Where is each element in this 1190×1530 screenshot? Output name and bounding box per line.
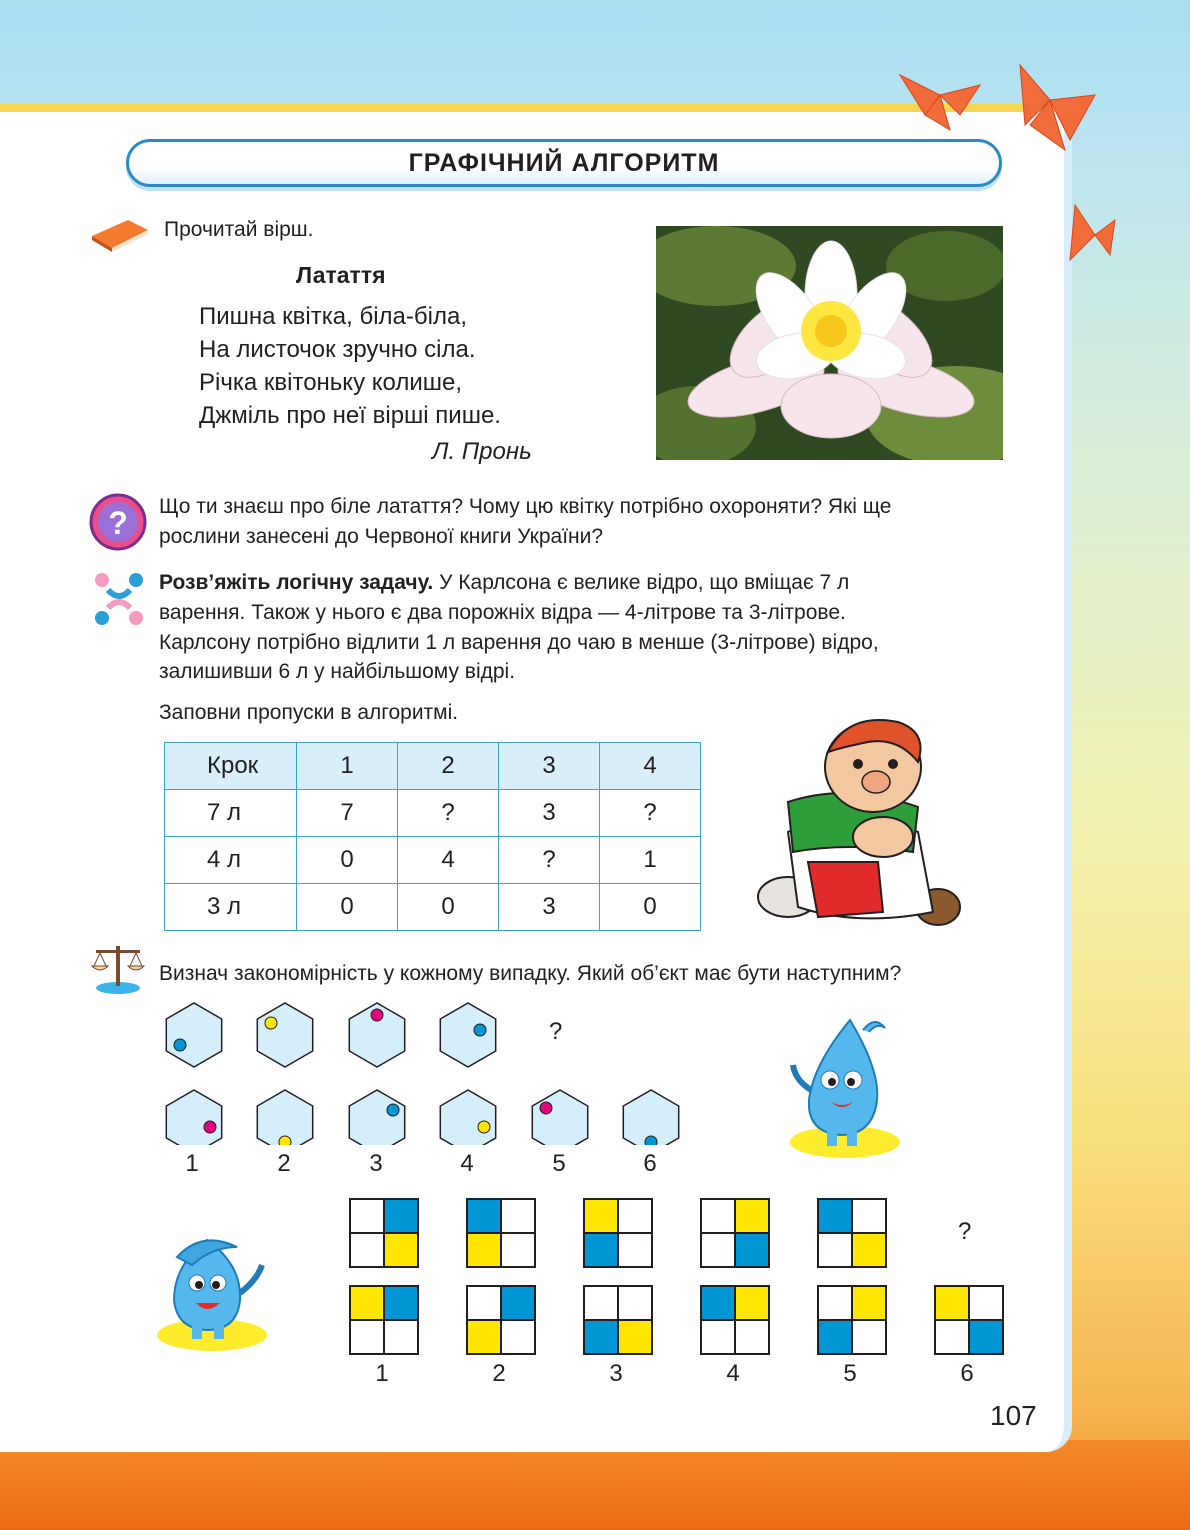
table-cell: 4 л bbox=[165, 837, 297, 884]
table-cell: 0 bbox=[297, 884, 398, 931]
square-grid bbox=[934, 1285, 1004, 1355]
question-icon bbox=[88, 492, 148, 552]
grid-cell bbox=[852, 1233, 886, 1267]
algorithm-table bbox=[164, 742, 701, 931]
water-lily-photo bbox=[656, 226, 1003, 460]
task-line-2: варення. Також у нього є два порожніх відра — 4-літрове та 3-літрове. bbox=[159, 601, 846, 624]
hexagon-dot bbox=[540, 1102, 552, 1114]
grid-cell bbox=[467, 1199, 501, 1233]
hexagon-shape bbox=[532, 1090, 587, 1145]
squares-option-number: 4 bbox=[726, 1360, 740, 1387]
grid-cell bbox=[935, 1320, 969, 1354]
table-cell: ? bbox=[398, 790, 499, 837]
square-grid bbox=[466, 1285, 536, 1355]
table-cell: 3 bbox=[499, 790, 600, 837]
grid-cell bbox=[969, 1286, 1003, 1320]
table-cell: 7 л bbox=[165, 790, 297, 837]
hexagon-shape bbox=[166, 1003, 221, 1067]
square-grid bbox=[349, 1198, 419, 1268]
water-drop-mascot-waving bbox=[785, 1010, 910, 1160]
book-icon bbox=[88, 214, 152, 254]
square-grid bbox=[817, 1285, 887, 1355]
grid-cell bbox=[584, 1199, 618, 1233]
grid-cell bbox=[350, 1286, 384, 1320]
hexagon-dot bbox=[279, 1136, 291, 1145]
grid-cell bbox=[852, 1199, 886, 1233]
square-grid bbox=[700, 1198, 770, 1268]
hexagon-dot bbox=[387, 1104, 399, 1116]
question-line-2: рослини занесені до Червоної книги України? bbox=[159, 525, 604, 548]
hexagon-option-number: 1 bbox=[185, 1150, 199, 1177]
grid-cell bbox=[735, 1199, 769, 1233]
grid-cell bbox=[818, 1320, 852, 1354]
hexagon-dot bbox=[174, 1039, 186, 1051]
hexagon-option-number: 2 bbox=[277, 1150, 291, 1177]
grid-cell bbox=[852, 1320, 886, 1354]
table-row bbox=[165, 884, 701, 931]
hexagon-option-number: 5 bbox=[552, 1150, 566, 1177]
table-cell: 7 bbox=[297, 790, 398, 837]
poem-line-4: Джміль про неї вірші пише. bbox=[199, 402, 501, 429]
hexagon-dot bbox=[204, 1121, 216, 1133]
hexagon-option-number: 4 bbox=[460, 1150, 474, 1177]
fill-instruction: Заповни пропуски в алгоритмі. bbox=[159, 701, 459, 724]
hexagon-dot bbox=[265, 1017, 277, 1029]
table-cell: 3 bbox=[499, 884, 600, 931]
grid-cell bbox=[701, 1199, 735, 1233]
grid-cell bbox=[701, 1286, 735, 1320]
square-grid bbox=[349, 1285, 419, 1355]
poem-line-3: Річка квітоньку колише, bbox=[199, 369, 463, 396]
page-title: ГРАФІЧНИЙ АЛГОРИТМ bbox=[126, 139, 1002, 187]
reading-instruction: Прочитай вірш. bbox=[164, 218, 314, 241]
grid-cell bbox=[467, 1286, 501, 1320]
hexagon-pattern bbox=[150, 995, 710, 1145]
grid-cell bbox=[501, 1233, 535, 1267]
poem-title: Латаття bbox=[296, 262, 386, 288]
square-grid bbox=[583, 1198, 653, 1268]
grid-cell bbox=[735, 1286, 769, 1320]
task-bold-label: Розв’яжіть логічну задачу. bbox=[159, 571, 434, 594]
table-cell: 0 bbox=[600, 884, 701, 931]
hexagon-shape bbox=[440, 1090, 495, 1145]
table-cell: 0 bbox=[297, 837, 398, 884]
question-line-1: Що ти знаєш про біле латаття? Чому цю квітку потрібно охороняти? Які ще bbox=[159, 495, 892, 518]
hexagon-shape bbox=[349, 1090, 404, 1145]
grid-cell bbox=[384, 1286, 418, 1320]
hexagon-dot bbox=[371, 1009, 383, 1021]
grid-cell bbox=[735, 1320, 769, 1354]
grid-cell bbox=[852, 1286, 886, 1320]
grid-cell bbox=[735, 1233, 769, 1267]
table-cell: 3 bbox=[499, 743, 600, 790]
grid-cell bbox=[618, 1233, 652, 1267]
hexagon-dot bbox=[645, 1136, 657, 1145]
square-grid bbox=[466, 1198, 536, 1268]
table-cell: Крок bbox=[165, 743, 297, 790]
table-cell: 4 bbox=[398, 837, 499, 884]
task-line-1-rest: У Карлсона є велике відро, що вміщає 7 л bbox=[433, 571, 850, 594]
task-line-1 bbox=[159, 567, 849, 598]
grid-cell bbox=[584, 1233, 618, 1267]
task-line-3: Карлсону потрібно відлити 1 л варення до чаю в менше (3-літрове) відро, bbox=[159, 631, 879, 654]
pattern-instruction: Визнач закономірність у кожному випадку. Який об’єкт має бути наступним? bbox=[159, 962, 902, 985]
table-header-row bbox=[165, 743, 701, 790]
hexagon-option-number: 3 bbox=[369, 1150, 383, 1177]
grid-cell bbox=[350, 1199, 384, 1233]
hexagon-next-question: ? bbox=[549, 1018, 563, 1045]
grid-cell bbox=[701, 1233, 735, 1267]
karlsson-illustration bbox=[748, 712, 963, 932]
squares-option-number: 2 bbox=[492, 1360, 506, 1387]
table-cell: 2 bbox=[398, 743, 499, 790]
table-cell: ? bbox=[600, 790, 701, 837]
poem-line-2: На листочок зручно сіла. bbox=[199, 336, 476, 363]
grid-cell bbox=[969, 1320, 1003, 1354]
grid-cell bbox=[818, 1233, 852, 1267]
page-number: 107 bbox=[990, 1400, 1037, 1431]
grid-cell bbox=[618, 1320, 652, 1354]
grid-cell bbox=[384, 1233, 418, 1267]
table-row bbox=[165, 790, 701, 837]
grid-cell bbox=[501, 1320, 535, 1354]
grid-cell bbox=[935, 1286, 969, 1320]
table-cell: 4 bbox=[600, 743, 701, 790]
grid-cell bbox=[618, 1286, 652, 1320]
grid-cell bbox=[818, 1199, 852, 1233]
table-cell: ? bbox=[499, 837, 600, 884]
table-cell: 1 bbox=[297, 743, 398, 790]
grid-cell bbox=[584, 1320, 618, 1354]
scales-icon bbox=[88, 938, 148, 996]
water-drop-mascot-cap bbox=[152, 1225, 282, 1355]
hexagon-dot bbox=[478, 1121, 490, 1133]
grid-cell bbox=[584, 1286, 618, 1320]
square-grid bbox=[583, 1285, 653, 1355]
hexagon-shape bbox=[166, 1090, 221, 1145]
group-work-icon bbox=[88, 568, 150, 630]
grid-cell bbox=[467, 1320, 501, 1354]
grid-cell bbox=[467, 1233, 501, 1267]
square-grid bbox=[817, 1198, 887, 1268]
table-cell: 0 bbox=[398, 884, 499, 931]
squares-next-question: ? bbox=[958, 1218, 972, 1245]
grid-cell bbox=[501, 1286, 535, 1320]
grid-cell bbox=[350, 1320, 384, 1354]
grid-cell bbox=[818, 1286, 852, 1320]
table-cell: 1 bbox=[600, 837, 701, 884]
grid-cell bbox=[701, 1320, 735, 1354]
table-cell: 3 л bbox=[165, 884, 297, 931]
grid-cell bbox=[384, 1320, 418, 1354]
poem-line-1: Пишна квітка, біла-біла, bbox=[199, 303, 467, 330]
grid-cell bbox=[350, 1233, 384, 1267]
square-grid bbox=[700, 1285, 770, 1355]
squares-option-number: 1 bbox=[375, 1360, 389, 1387]
bottom-band bbox=[0, 1440, 1190, 1530]
grid-cell bbox=[618, 1199, 652, 1233]
squares-option-number: 3 bbox=[609, 1360, 623, 1387]
hexagon-option-number: 6 bbox=[643, 1150, 657, 1177]
table-row bbox=[165, 837, 701, 884]
poem-author: Л. Пронь bbox=[432, 438, 532, 465]
svg-text:?: ? bbox=[108, 505, 128, 541]
squares-option-number: 6 bbox=[960, 1360, 974, 1387]
grid-cell bbox=[384, 1199, 418, 1233]
hexagon-dot bbox=[474, 1024, 486, 1036]
task-line-4: залишивши 6 л у найбільшому відрі. bbox=[159, 660, 516, 683]
grid-cell bbox=[501, 1199, 535, 1233]
hexagon-shape bbox=[257, 1003, 312, 1067]
squares-option-number: 5 bbox=[843, 1360, 857, 1387]
hexagon-shape bbox=[440, 1003, 495, 1067]
